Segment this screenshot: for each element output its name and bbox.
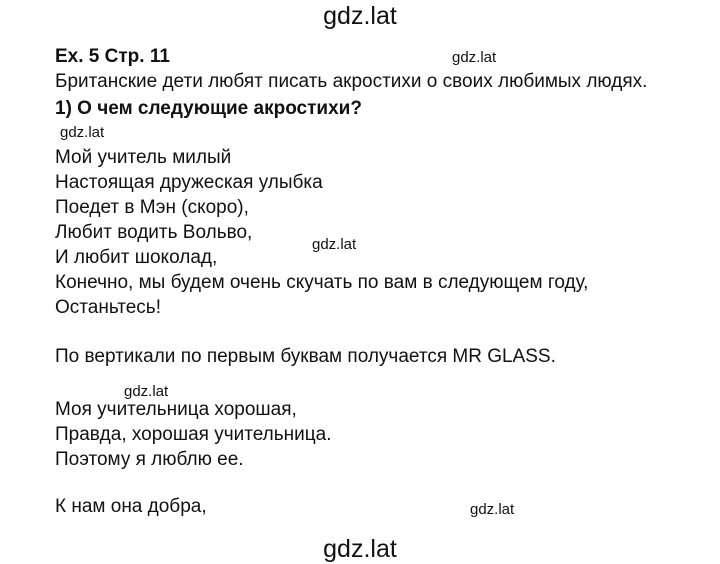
poem-line: Мой учитель милый (55, 147, 232, 168)
poem-line: Поэтому я люблю ее. (55, 449, 244, 470)
poem-line: Любит водить Вольво, (55, 222, 253, 243)
poem-line: Поедет в Мэн (скоро), (55, 197, 249, 218)
poem-line: Конечно, мы будем очень скучать по вам в следующем году, (55, 272, 589, 293)
poem-line: Останьтесь! (55, 297, 161, 318)
explanation-text: По вертикали по первым буквам получается MR GLASS. (55, 346, 556, 367)
watermark-inline: gdz.lat (470, 501, 515, 518)
poem-line: Настоящая дружеская улыбка (55, 172, 323, 193)
poem-line: Правда, хорошая учительница. (55, 424, 332, 445)
question-title: 1) О чем следующие акростихи? (55, 98, 362, 119)
poem-line: И любит шоколад, (55, 247, 218, 268)
watermark-bottom: gdz.lat (323, 535, 397, 563)
poem-line: К нам она добра, (55, 496, 207, 517)
watermark-top: gdz.lat (323, 2, 397, 30)
poem-line: Моя учительница хорошая, (55, 399, 297, 420)
exercise-heading: Ex. 5 Стр. 11 (55, 46, 170, 67)
watermark-inline: gdz.lat (452, 49, 497, 66)
watermark-inline: gdz.lat (312, 236, 357, 253)
watermark-inline: gdz.lat (124, 383, 169, 400)
watermark-inline: gdz.lat (60, 124, 105, 141)
intro-text: Британские дети любят писать акростихи о своих любимых людях. (55, 71, 648, 92)
